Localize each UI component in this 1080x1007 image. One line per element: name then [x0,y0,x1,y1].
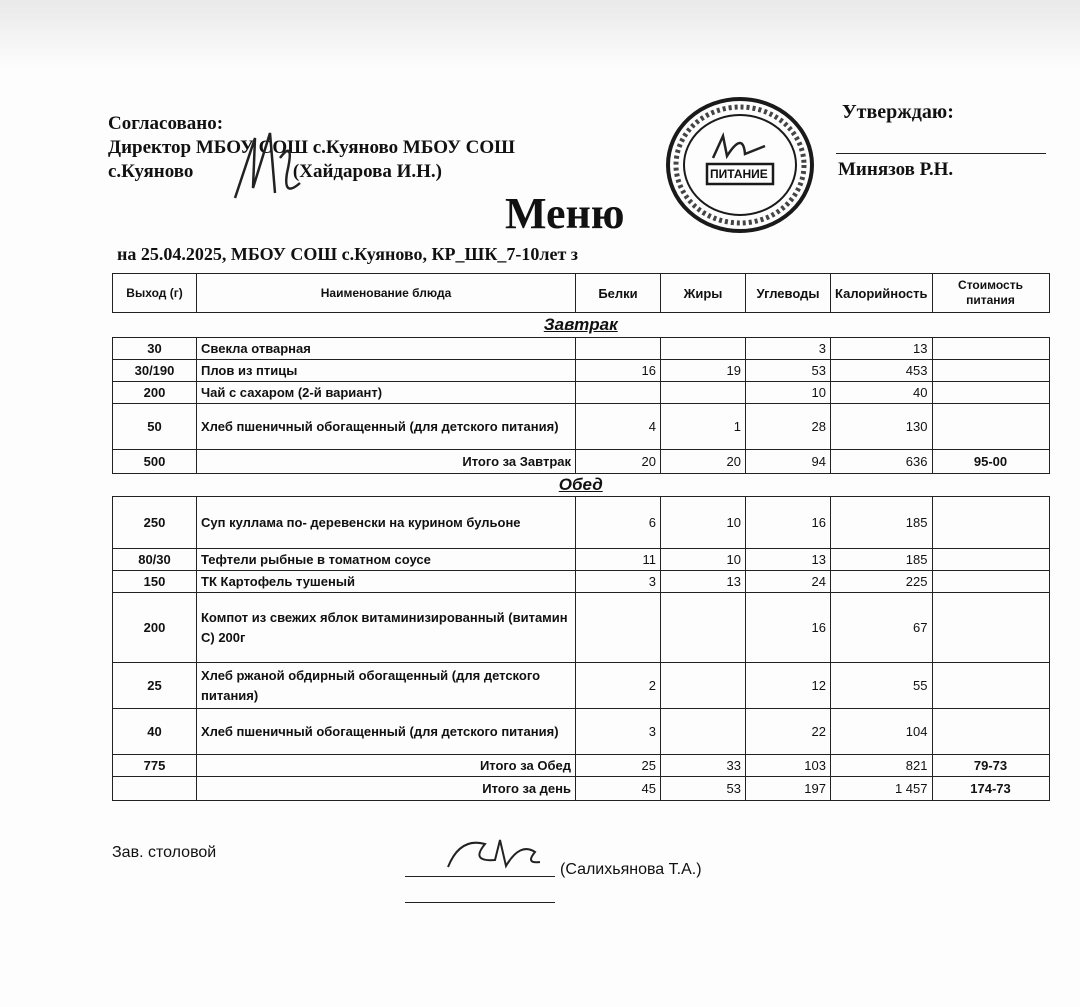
round-stamp-icon [665,96,815,234]
row-name: Плов из птицы [197,360,576,382]
menu-subtitle: на 25.04.2025, МБОУ СОШ с.Куяново, КР_ШК_7-10лет з [117,244,579,264]
total-label: Итого за Завтрак [197,450,576,474]
row-fat: 19 [661,360,746,382]
section-row-lunch [113,474,1050,497]
row-kcal: 40 [831,382,933,404]
total-out: 775 [113,755,197,777]
col-fat: Жиры [661,274,746,313]
row-fat: 10 [661,497,746,549]
row-prot: 11 [576,549,661,571]
photo-shadow [0,0,1080,70]
row-fat [661,663,746,709]
manager-signature-line [405,876,555,877]
row-cost [932,382,1049,404]
total-row-breakfast [113,450,1050,474]
row-cost [932,593,1049,663]
section-lunch: Обед [558,475,603,494]
day-kcal: 1 457 [831,777,933,801]
row-carb: 10 [746,382,831,404]
row-out: 200 [113,382,197,404]
total-prot: 25 [576,755,661,777]
agreed-line1: Директор МБОУ СОШ с.Куяново МБОУ СОШ [108,137,516,158]
row-cost [932,571,1049,593]
stamp-text: ПИТАНИЕ [710,167,768,181]
row-name: ТК Картофель тушеный [197,571,576,593]
col-prot: Белки [576,274,661,313]
row-prot: 6 [576,497,661,549]
table-row [113,382,1050,404]
approve-label: Утверждаю: [842,101,954,123]
table-row [113,549,1050,571]
row-name: Компот из свежих яблок витаминизированный (витамин С) 200г [197,593,576,663]
total-cost: 79-73 [932,755,1049,777]
row-carb: 16 [746,497,831,549]
row-kcal: 13 [831,338,933,360]
agreed-line2: с.Куяново [108,161,194,182]
page-title: Меню [505,189,625,238]
row-name: Чай с сахаром (2-й вариант) [197,382,576,404]
row-kcal: 67 [831,593,933,663]
table-row [113,404,1050,450]
agreed-name: (Хайдарова И.Н.) [292,161,443,182]
table-row [113,593,1050,663]
row-name: Хлеб пшеничный обогащенный (для детского питания) [197,709,576,755]
row-cost [932,404,1049,450]
row-name: Хлеб пшеничный обогащенный (для детского питания) [197,404,576,450]
total-kcal: 636 [831,450,933,474]
total-carb: 103 [746,755,831,777]
agreed-label: Согласовано: [108,113,224,134]
total-out: 500 [113,450,197,474]
row-cost [932,338,1049,360]
row-kcal: 225 [831,571,933,593]
row-out: 150 [113,571,197,593]
day-cost: 174-73 [932,777,1049,801]
row-cost [932,497,1049,549]
table-row [113,571,1050,593]
table-header-row [113,274,1050,313]
total-fat: 20 [661,450,746,474]
row-kcal: 130 [831,404,933,450]
row-prot [576,382,661,404]
total-row-day [113,777,1050,801]
row-kcal: 185 [831,497,933,549]
row-prot: 3 [576,709,661,755]
total-cost: 95-00 [932,450,1049,474]
day-prot: 45 [576,777,661,801]
table-row [113,360,1050,382]
row-out: 25 [113,663,197,709]
table-row [113,709,1050,755]
approve-name: Минязов Р.Н. [838,159,954,180]
section-breakfast: Завтрак [543,315,618,334]
col-name: Наименование блюда [197,274,576,313]
table-row [113,338,1050,360]
row-name: Хлеб ржаной обдирный обогащенный (для детского питания) [197,663,576,709]
day-total-label: Итого за день [197,777,576,801]
row-name: Суп куллама по- деревенски на курином бульоне [197,497,576,549]
row-cost [932,549,1049,571]
row-fat [661,593,746,663]
row-fat [661,382,746,404]
col-cost: Стоимость питания [932,274,1049,313]
row-kcal: 55 [831,663,933,709]
row-out: 50 [113,404,197,450]
row-cost [932,360,1049,382]
col-out: Выход (г) [113,274,197,313]
footer-role: Зав. столовой [112,844,217,861]
row-fat: 10 [661,549,746,571]
row-kcal: 453 [831,360,933,382]
footer-name: (Салихьянова Т.А.) [560,861,702,878]
row-carb: 24 [746,571,831,593]
row-fat: 13 [661,571,746,593]
row-fat [661,338,746,360]
row-out: 250 [113,497,197,549]
row-kcal: 104 [831,709,933,755]
col-carb: Углеводы [746,274,831,313]
row-cost [932,663,1049,709]
row-kcal: 185 [831,549,933,571]
row-fat: 1 [661,404,746,450]
row-prot: 16 [576,360,661,382]
row-prot: 2 [576,663,661,709]
day-carb: 197 [746,777,831,801]
row-out: 40 [113,709,197,755]
row-prot [576,593,661,663]
row-out: 80/30 [113,549,197,571]
table-row [113,663,1050,709]
row-carb: 13 [746,549,831,571]
row-prot: 3 [576,571,661,593]
row-carb: 12 [746,663,831,709]
row-carb: 22 [746,709,831,755]
row-name: Тефтели рыбные в томатном соусе [197,549,576,571]
director-signature [225,128,315,208]
table-row [113,497,1050,549]
manager-signature [440,832,550,880]
total-row-lunch [113,755,1050,777]
total-kcal: 821 [831,755,933,777]
row-carb: 53 [746,360,831,382]
menu-table [112,273,1050,801]
row-carb: 16 [746,593,831,663]
row-carb: 3 [746,338,831,360]
row-out: 30/190 [113,360,197,382]
day-fat: 53 [661,777,746,801]
row-name: Свекла отварная [197,338,576,360]
row-cost [932,709,1049,755]
total-fat: 33 [661,755,746,777]
row-prot [576,338,661,360]
total-label: Итого за Обед [197,755,576,777]
total-carb: 94 [746,450,831,474]
row-out: 30 [113,338,197,360]
day-out [113,777,197,801]
col-kcal: Калорийность [831,274,933,313]
row-prot: 4 [576,404,661,450]
total-prot: 20 [576,450,661,474]
row-fat [661,709,746,755]
section-row-breakfast [113,313,1050,338]
row-carb: 28 [746,404,831,450]
manager-second-line [405,902,555,903]
row-out: 200 [113,593,197,663]
approve-signature-line [836,153,1046,154]
